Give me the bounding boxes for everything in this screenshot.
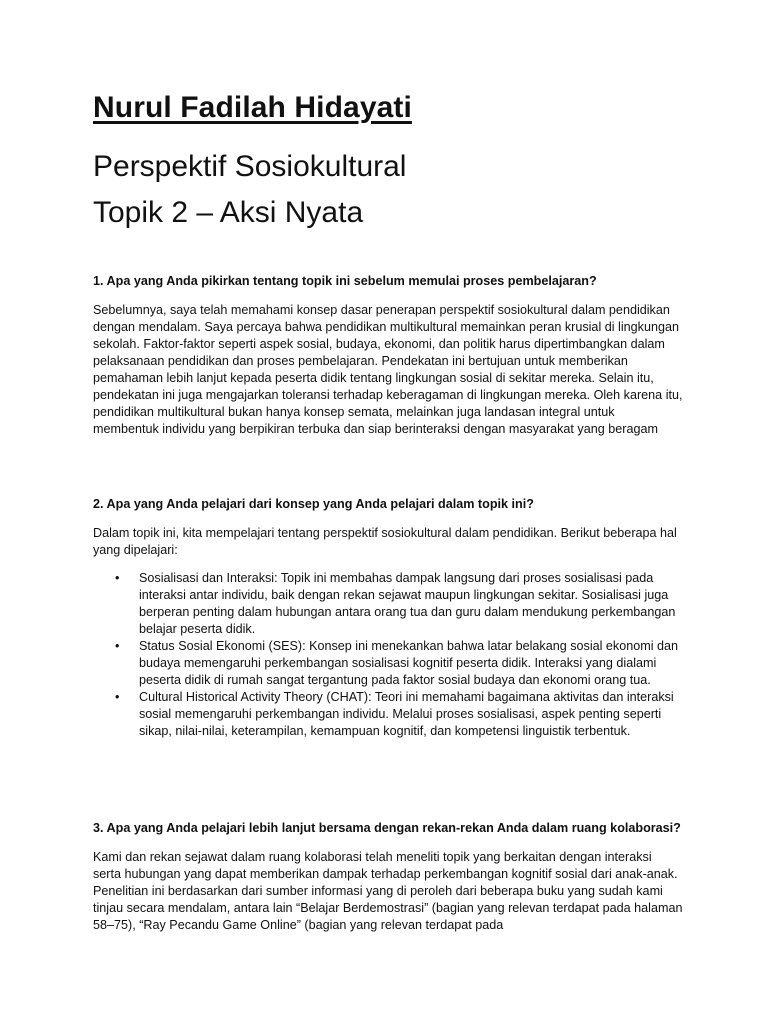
answer-2-list <box>93 570 683 740</box>
list-item-text: Sosialisasi dan Interaksi: Topik ini membahas dampak langsung dari proses sosialisasi pada interaksi antar individu, baik dengan rekan sejawat maupun lingkungan sekitar. Sosialisasi juga berperan penting dalam hubungan antara orang tua dan guru dalam mendukung perkembangan belajar peserta didik. <box>139 571 676 636</box>
list-item <box>93 689 683 740</box>
author-name: Nurul Fadilah Hidayati <box>93 91 412 124</box>
bullet-icon: • <box>115 571 120 585</box>
bullet-icon: • <box>115 690 120 704</box>
answer-1: Sebelumnya, saya telah memahami konsep dasar penerapan perspektif sosiokultural dalam pendidikan dengan mendalam. Saya percaya bahwa pendidikan multikultural memainkan peran krusial di lingkungan sekolah. Faktor-faktor seperti aspek sosial, budaya, ekonomi, dan politik harus dipertimbangkan dalam pelaksanaan pendidikan dan proses pembelajaran. Pendekatan ini bertujuan untuk memberikan pemahaman lebih lanjut kepada peserta didik tentang lingkungan sosial di sekitar mereka. Selain itu, pendekatan ini juga mengajarkan toleransi terhadap keberagaman di lingkungan mereka. Oleh karena itu, pendidikan multikultural bukan hanya konsep semata, melainkan juga landasan integral untuk membentuk individu yang berpikiran terbuka dan siap berinteraksi dengan masyarakat yang beragam <box>93 303 683 436</box>
list-item-text: Cultural Historical Activity Theory (CHAT): Teori ini memahami bagaimana aktivitas dan interaksi sosial memengaruhi perkembangan individu. Melalui proses sosialisasi, aspek penting seperti sikap, nilai-nilai, keterampilan, kemampuan kognitif, dan kompetensi linguistik terbentuk. <box>139 690 674 738</box>
list-item-text: Status Sosial Ekonomi (SES): Konsep ini menekankan bahwa latar belakang sosial ekonomi dan budaya memengaruhi perkembangan sosialisasi kognitif peserta didik. Interaksi yang dialami peserta didik di rumah sangat tergantung pada faktor sosial budaya dan ekonomi orang tua. <box>139 639 679 687</box>
answer-3: Kami dan rekan sejawat dalam ruang kolaborasi telah meneliti topik yang berkaitan dengan interaksi serta hubungan yang dapat memberikan dampak terhadap perkembangan kognitif sosial dari anak-anak. Penelitian ini berdasarkan dari sumber informasi yang di peroleh dari beberapa buku yang sudah kami tinjau secara mendalam, antara lain “Belajar Berdemostrasi” (bagian yang relevan terdapat pada halaman 58–75), “Ray Pecandu Game Online” (bagian yang relevan terdapat pada <box>93 850 683 932</box>
bullet-icon: • <box>115 639 120 653</box>
answer-2: Dalam topik ini, kita mempelajari tentang perspektif sosiokultural dalam pendidikan. Berikut beberapa hal yang dipelajari: <box>93 526 677 557</box>
question-1: 1. Apa yang Anda pikirkan tentang topik ini sebelum memulai proses pembelajaran? <box>93 274 597 288</box>
question-3: 3. Apa yang Anda pelajari lebih lanjut bersama dengan rekan-rekan Anda dalam ruang kolaborasi? <box>93 821 681 835</box>
document-subtitle: Perspektif Sosiokultural <box>93 150 407 183</box>
document-topic: Topik 2 – Aksi Nyata <box>93 196 364 229</box>
list-item <box>93 638 683 689</box>
question-2: 2. Apa yang Anda pelajari dari konsep yang Anda pelajari dalam topik ini? <box>93 497 534 511</box>
list-item <box>93 570 683 638</box>
